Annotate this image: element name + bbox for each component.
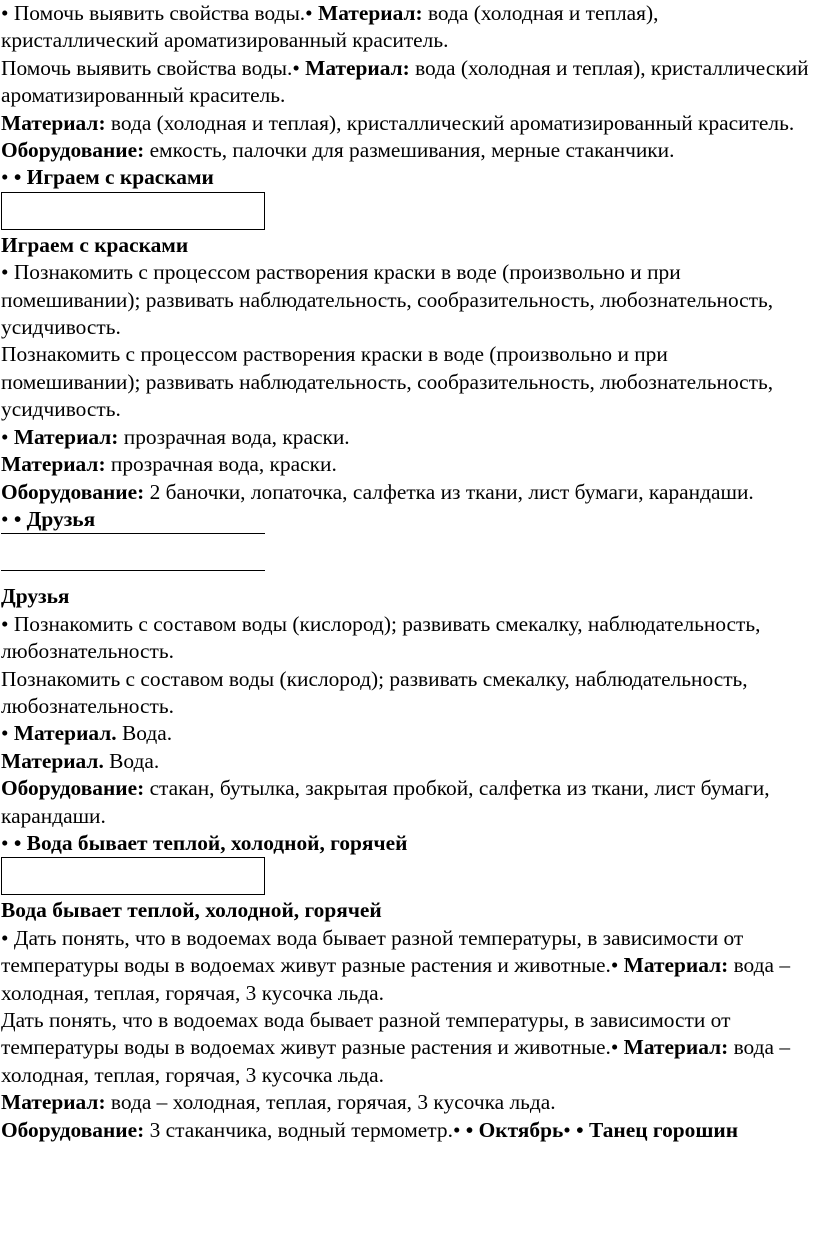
paragraph xyxy=(1,775,810,830)
paragraph-text: Познакомить с составом воды (кислород); развивать смекалку, наблюдательность, любознательность. xyxy=(1,666,748,718)
paragraph xyxy=(1,479,810,506)
paragraph-text: Вода. xyxy=(116,721,173,746)
paragraph-label: Оборудование: xyxy=(1,479,145,504)
paragraph xyxy=(1,424,810,451)
section-title xyxy=(1,583,810,610)
paragraph xyxy=(1,748,810,775)
paragraph xyxy=(1,137,810,164)
paragraph-label: Материал. xyxy=(8,721,117,746)
paragraph-label: Оборудование: xyxy=(1,1117,145,1142)
bullet-icon: • xyxy=(1,721,9,746)
section-heading xyxy=(1,164,810,191)
paragraph-text: Помочь выявить свойства воды. xyxy=(8,1,306,25)
section-title xyxy=(1,232,810,259)
paragraph-label: Материал: xyxy=(618,953,729,978)
paragraph xyxy=(1,451,810,478)
empty-frame xyxy=(1,857,265,895)
bullet-icon: • xyxy=(1,1,9,25)
section-title xyxy=(1,897,810,924)
bullet-icon: • xyxy=(305,1,313,25)
divider xyxy=(1,533,265,534)
paragraph xyxy=(1,259,810,341)
paragraph xyxy=(1,720,810,747)
heading-text: • Вода бывает теплой, холодной, горячей xyxy=(8,830,408,855)
bullet-icon: • xyxy=(452,1117,461,1142)
bullet-icon: • xyxy=(1,506,9,531)
paragraph-label: Материал: xyxy=(8,424,119,449)
bullet-icon: • xyxy=(292,55,300,80)
paragraph xyxy=(1,1089,810,1116)
paragraph-text: Дать понять, что в водоемах вода бывает разной температуры, в зависимости от температуры воды в водоемах живут разные растения и животные. xyxy=(1,925,744,978)
paragraph-text: 2 баночки, лопаточка, салфетка из ткани, лист бумаги, карандаши. xyxy=(144,479,754,504)
paragraph xyxy=(1,341,810,423)
paragraph-text: вода (холодная и теплая), кристаллический ароматизированный краситель. xyxy=(1,1,659,53)
heading-text: Вода бывает теплой, холодной, горячей xyxy=(1,898,382,923)
section-heading xyxy=(1,830,810,857)
heading-text: • Октябрь xyxy=(460,1117,564,1142)
paragraph xyxy=(1,1007,810,1089)
heading-text: • Танец горошин xyxy=(570,1117,739,1142)
paragraph xyxy=(1,110,810,137)
paragraph-label: Материал. xyxy=(1,748,104,773)
paragraph xyxy=(1,925,810,1007)
paragraph-text: вода – холодная, теплая, горячая, 3 кусочка льда. xyxy=(105,1090,556,1115)
paragraph-label: Оборудование: xyxy=(1,776,145,801)
paragraph-text: прозрачная вода, краски. xyxy=(105,452,337,477)
paragraph xyxy=(1,0,810,55)
paragraph-text: 3 стаканчика, водный термометр. xyxy=(144,1117,453,1142)
paragraph-text: Познакомить с процессом растворения краски в воде (произвольно и при помешивании); развивать наблюдательность, сообразительность, любознательность, усидчивость. xyxy=(1,260,774,340)
heading-text: Друзья xyxy=(1,584,70,609)
paragraph-text: Познакомить с процессом растворения краски в воде (произвольно и при помешивании); развивать наблюдательность, сообразительность, любознательность, усидчивость. xyxy=(1,342,774,422)
paragraph-text: Познакомить с составом воды (кислород); развивать смекалку, наблюдательность, любознательность. xyxy=(1,611,761,664)
heading-text: • Друзья xyxy=(8,506,96,531)
paragraph-text: стакан, бутылка, закрытая пробкой, салфетка из ткани, лист бумаги, карандаши. xyxy=(1,776,770,828)
paragraph xyxy=(1,611,810,666)
bullet-icon: • xyxy=(610,953,619,978)
paragraph xyxy=(1,666,810,721)
paragraph-label: Материал: xyxy=(618,1035,729,1060)
bullet-icon: • xyxy=(563,1117,571,1142)
paragraph-text: вода (холодная и теплая), кристаллический ароматизированный краситель. xyxy=(1,55,809,108)
bullet-icon: • xyxy=(1,260,9,285)
paragraph-text: вода – холодная, теплая, горячая, 3 кусочка льда. xyxy=(1,953,791,1005)
paragraph-text: Помочь выявить свойства воды. xyxy=(1,55,293,80)
heading-text: • Играем с красками xyxy=(8,165,214,190)
section-heading xyxy=(1,506,810,533)
paragraph-label: Материал: xyxy=(312,1,423,25)
paragraph-text: Дать понять, что в водоемах вода бывает разной температуры, в зависимости от температуры воды в водоемах живут разные растения и животные. xyxy=(1,1008,731,1060)
paragraph-label: Материал: xyxy=(1,110,106,135)
paragraph xyxy=(1,1117,810,1144)
paragraph-text: вода (холодная и теплая), кристаллический ароматизированный краситель. xyxy=(105,110,795,135)
bullet-icon: • xyxy=(1,165,9,190)
heading-text: Играем с красками xyxy=(1,232,189,257)
paragraph-text: Вода. xyxy=(103,748,160,773)
bullet-icon: • xyxy=(1,830,9,855)
paragraph-label: Материал: xyxy=(1,1090,106,1115)
paragraph-text: вода – холодная, теплая, горячая, 3 кусочка льда. xyxy=(1,1035,791,1087)
paragraph-label: Материал: xyxy=(1,452,106,477)
bullet-icon: • xyxy=(1,611,9,636)
paragraph-label: Оборудование: xyxy=(1,138,145,163)
paragraph-text: емкость, палочки для размешивания, мерные стаканчики. xyxy=(144,138,675,163)
paragraph xyxy=(1,55,810,110)
bullet-icon: • xyxy=(1,424,9,449)
paragraph-text: прозрачная вода, краски. xyxy=(118,424,350,449)
bullet-icon: • xyxy=(610,1035,619,1060)
divider xyxy=(1,570,265,571)
bullet-icon: • xyxy=(1,925,9,950)
paragraph-label: Материал: xyxy=(299,55,410,80)
empty-frame xyxy=(1,192,265,230)
